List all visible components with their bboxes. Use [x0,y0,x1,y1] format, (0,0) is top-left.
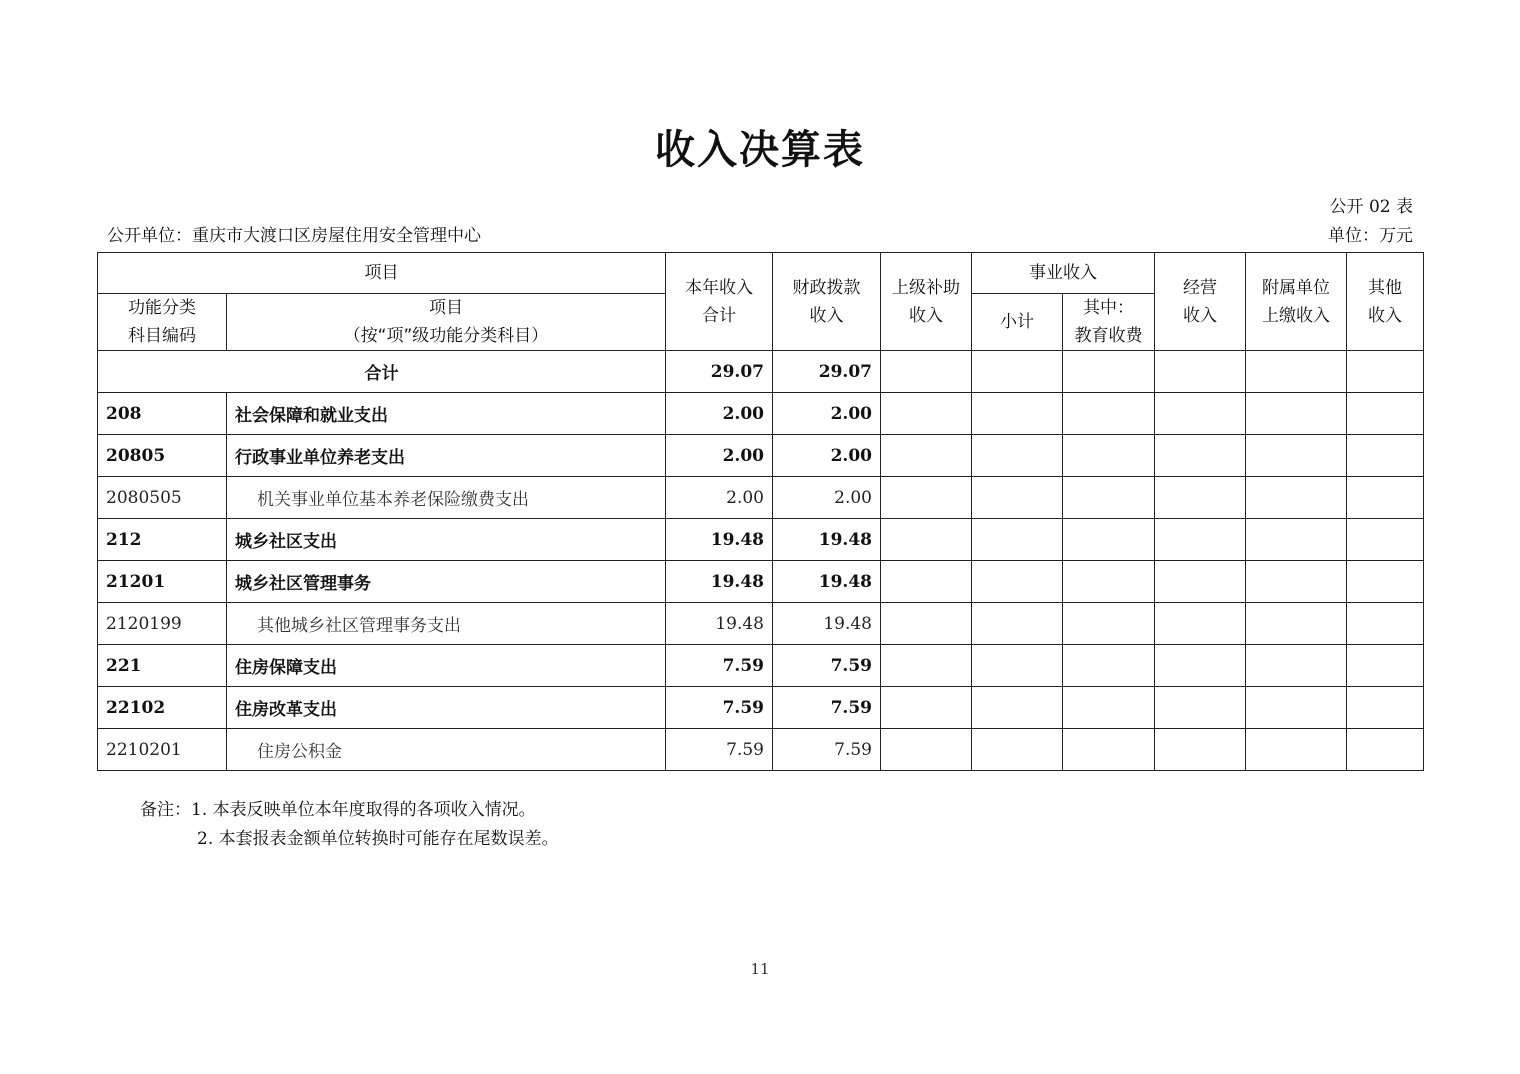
empty-cell [1347,645,1424,687]
empty-cell [881,435,972,477]
empty-cell [1347,477,1424,519]
table-row [98,435,1424,477]
empty-cell [1063,435,1155,477]
row-total: 19.48 [666,603,773,645]
header-career-income: 事业收入 [972,253,1155,294]
empty-cell [1155,561,1246,603]
row-total: 2.00 [666,435,773,477]
empty-cell [1347,519,1424,561]
form-number: 公开 02 表 [1329,197,1413,217]
empty-cell [972,519,1063,561]
code: 21201 [98,561,227,603]
empty-cell [1155,477,1246,519]
total-label: 合计 [98,351,666,393]
row-fiscal: 2.00 [773,435,881,477]
row-fiscal: 19.48 [773,519,881,561]
total-amount: 29.07 [666,351,773,393]
empty-cell [1246,435,1347,477]
empty-cell [1155,519,1246,561]
empty-cell [881,687,972,729]
name: 机关事业单位基本养老保险缴费支出 [227,477,666,519]
empty-cell [1246,519,1347,561]
row-fiscal: 2.00 [773,393,881,435]
code: 2210201 [98,729,227,771]
row-total: 2.00 [666,477,773,519]
empty-cell [1155,603,1246,645]
table-row [98,645,1424,687]
row-fiscal: 19.48 [773,603,881,645]
row-total: 19.48 [666,561,773,603]
row-total: 7.59 [666,687,773,729]
empty-cell [1155,645,1246,687]
empty-cell [1347,603,1424,645]
notes [140,796,559,854]
empty-cell [881,393,972,435]
header-other: 其他 收入 [1347,253,1424,351]
table-row [98,393,1424,435]
name: 城乡社区管理事务 [227,561,666,603]
empty-cell [1347,435,1424,477]
empty-cell [972,393,1063,435]
header-func-code: 功能分类 科目编码 [98,294,227,351]
code: 22102 [98,687,227,729]
empty-cell [1246,729,1347,771]
row-total: 19.48 [666,519,773,561]
code: 221 [98,645,227,687]
row-fiscal: 19.48 [773,561,881,603]
table-row [98,729,1424,771]
empty-cell [881,477,972,519]
empty-cell [1063,687,1155,729]
currency-unit: 单位：万元 [1328,226,1413,246]
empty-cell [1347,687,1424,729]
empty-cell [881,603,972,645]
row-fiscal: 7.59 [773,645,881,687]
table-row [98,519,1424,561]
reporting-unit: 公开单位：重庆市大渡口区房屋住用安全管理中心 [107,226,481,246]
empty-cell [972,603,1063,645]
table-row [98,477,1424,519]
empty-cell [1246,687,1347,729]
note-1: 备注：1. 本表反映单位本年度取得的各项收入情况。 [140,800,536,820]
row-fiscal: 7.59 [773,687,881,729]
empty-cell [1155,729,1246,771]
empty-cell [1063,645,1155,687]
empty-cell [1063,477,1155,519]
row-fiscal: 2.00 [773,477,881,519]
empty-cell [972,687,1063,729]
table-row [98,603,1424,645]
empty-cell [1347,393,1424,435]
header-item: 项目 （按“项”级功能分类科目） [227,294,666,351]
page-number: 11 [750,960,770,978]
total-row [98,351,1424,393]
name: 社会保障和就业支出 [227,393,666,435]
name: 其他城乡社区管理事务支出 [227,603,666,645]
code: 208 [98,393,227,435]
note-2: 2. 本套报表金额单位转换时可能存在尾数误差。 [197,829,559,849]
empty-cell [1063,393,1155,435]
empty-cell [972,435,1063,477]
name: 住房改革支出 [227,687,666,729]
header-business: 经营 收入 [1155,253,1246,351]
name: 住房保障支出 [227,645,666,687]
empty-cell [1155,435,1246,477]
table-row [98,687,1424,729]
row-total: 7.59 [666,729,773,771]
row-total: 2.00 [666,393,773,435]
empty-cell [972,561,1063,603]
name: 住房公积金 [227,729,666,771]
total-fiscal: 29.07 [773,351,881,393]
empty-cell [972,645,1063,687]
header-affiliated: 附属单位 上缴收入 [1246,253,1347,351]
empty-cell [1063,603,1155,645]
income-table [97,252,1424,771]
empty-cell [1246,561,1347,603]
empty-cell [1155,393,1246,435]
code: 212 [98,519,227,561]
row-total: 7.59 [666,645,773,687]
empty-cell [1063,561,1155,603]
empty-cell [881,561,972,603]
header-fiscal: 财政拨款 收入 [773,253,881,351]
name: 城乡社区支出 [227,519,666,561]
empty-cell [1063,519,1155,561]
empty-cell [1246,603,1347,645]
header-upper-subsidy: 上级补助 收入 [881,253,972,351]
code: 2080505 [98,477,227,519]
code: 2120199 [98,603,227,645]
empty-cell [1347,561,1424,603]
empty-cell [972,729,1063,771]
table-row [98,561,1424,603]
empty-cell [1155,687,1246,729]
empty-cell [972,477,1063,519]
header-project: 项目 [98,253,666,294]
empty-cell [881,645,972,687]
empty-cell [881,729,972,771]
code: 20805 [98,435,227,477]
page-title: 收入决算表 [655,127,865,173]
empty-cell [1246,393,1347,435]
row-fiscal: 7.59 [773,729,881,771]
header-subtotal: 小计 [972,294,1063,351]
empty-cell [1246,645,1347,687]
empty-cell [1347,729,1424,771]
empty-cell [1246,477,1347,519]
name: 行政事业单位养老支出 [227,435,666,477]
header-total: 本年收入 合计 [666,253,773,351]
header-edu-fee: 其中： 教育收费 [1063,294,1155,351]
empty-cell [1063,729,1155,771]
empty-cell [881,519,972,561]
